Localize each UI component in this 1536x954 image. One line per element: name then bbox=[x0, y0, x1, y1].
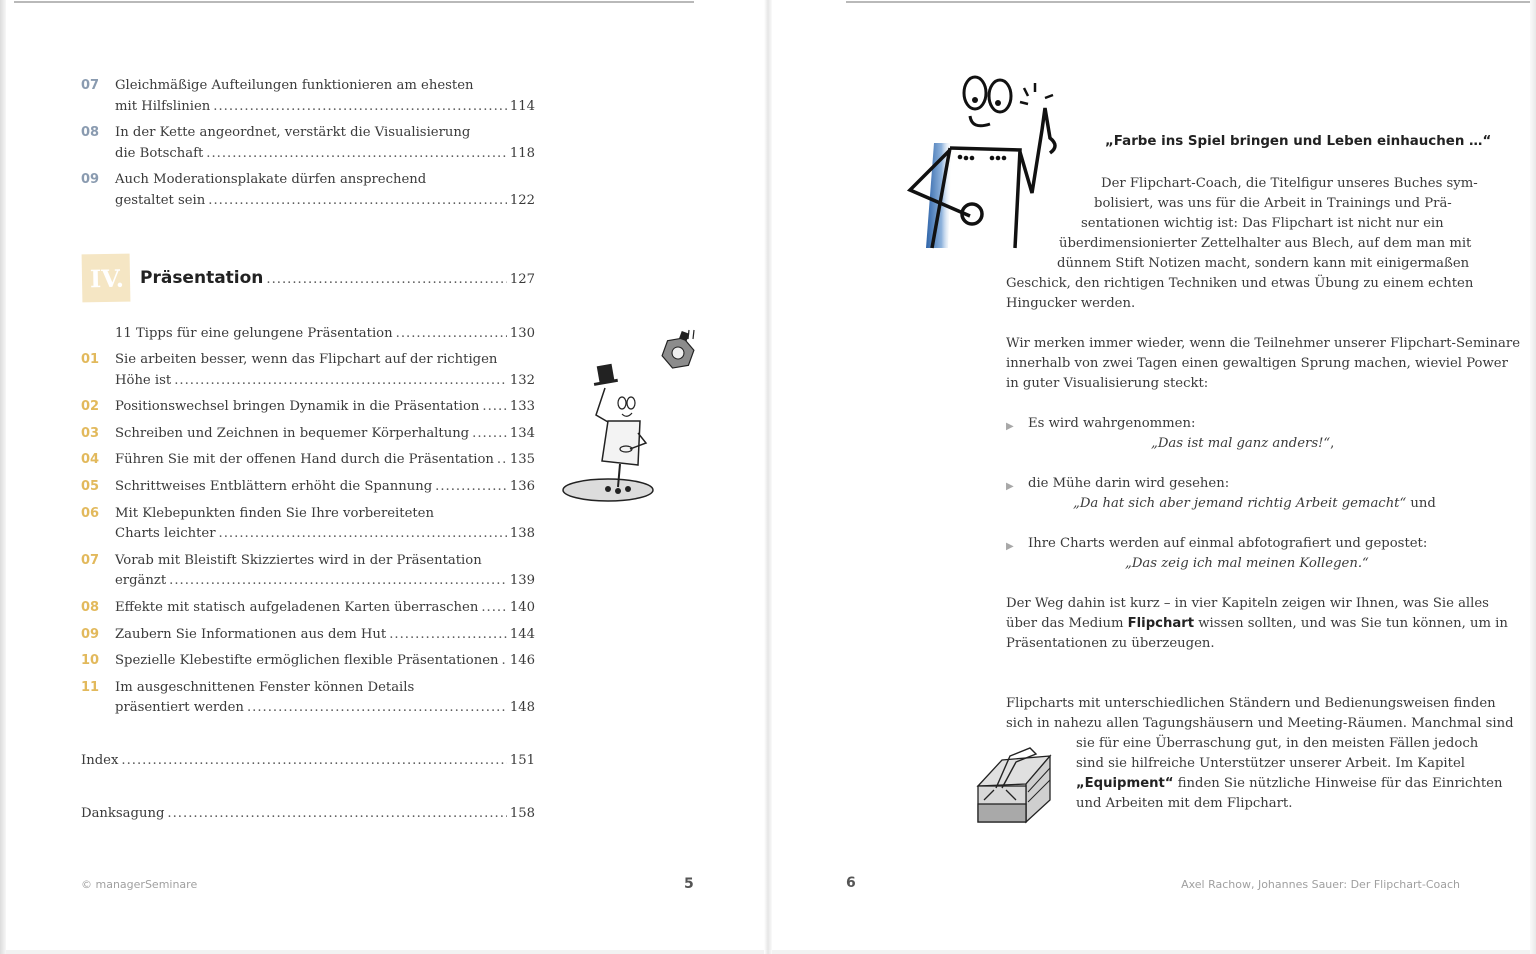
chapter-title: Präsentation bbox=[140, 268, 264, 288]
toc-entry[interactable] bbox=[81, 504, 535, 545]
toc-entry-title: mit Hilfslinien bbox=[115, 98, 211, 114]
intro-line: Hingucker werden. bbox=[1006, 296, 1136, 311]
toc-entry[interactable] bbox=[81, 651, 535, 672]
toc-entry-title: Spezielle Klebestifte ermöglichen flexible Präsentationen bbox=[115, 653, 499, 669]
top-rule-left bbox=[14, 1, 694, 3]
toc-entry[interactable] bbox=[81, 477, 535, 498]
toc-entry-danksagung[interactable]: Danksagung ..... 158 bbox=[81, 806, 535, 821]
toc-entry-page: 140 bbox=[509, 599, 535, 615]
bullet-quote: „Da hat sich aber jemand richtig Arbeit gemacht“ und bbox=[1073, 496, 1436, 511]
toc-entry[interactable] bbox=[81, 424, 535, 445]
para3-line1: Der Weg dahin ist kurz – in vier Kapiteln zeigen wir Ihnen, was Sie alles bbox=[1006, 596, 1489, 611]
toc-entry-number: 11 bbox=[81, 679, 100, 695]
toc-entry-number: 02 bbox=[81, 399, 100, 414]
toc-entry-number: 05 bbox=[81, 479, 100, 495]
para4-line6: und Arbeiten mit dem Flipchart. bbox=[1076, 796, 1293, 811]
toc-entry-title: Im ausgeschnittenen Fenster können Details bbox=[115, 679, 415, 695]
toc-entry-page: 139 bbox=[509, 573, 535, 589]
toc-entry-title: Sie arbeiten besser, wenn das Flipchart auf der richtigen bbox=[115, 352, 498, 367]
toc-entry-number: 06 bbox=[81, 505, 100, 521]
equipment-emphasis: „Equipment“ bbox=[1076, 776, 1174, 791]
toc-entry-title: gestaltet sein bbox=[115, 192, 206, 208]
toc-entry-title: Positionswechsel bringen Dynamik in die Präsentation bbox=[115, 399, 480, 414]
toc-entry-title: Auch Moderationsplakate dürfen ansprechend bbox=[115, 172, 427, 187]
bullet-arrow-icon: ▶ bbox=[1006, 541, 1014, 552]
toc-entry-title: Charts leichter bbox=[115, 526, 216, 542]
para4-line2: sich in nahezu allen Tagungshäusern und Meeting-Räumen. Manchmal sind bbox=[1006, 716, 1514, 731]
toc-entry-title: Führen Sie mit der offenen Hand durch die Präsentation bbox=[115, 452, 494, 468]
toc-entry-title: Schreiben und Zeichnen in bequemer Körperhaltung bbox=[115, 425, 470, 441]
para4-line4: sind sie hilfreiche Unterstützer unserer Arbeit. Im Kapitel bbox=[1076, 756, 1465, 771]
intro-line: Geschick, den richtigen Techniken und etwas Übung zu einem echten bbox=[1006, 276, 1474, 291]
toc-entry-title: In der Kette angeordnet, verstärkt die Visualisierung bbox=[115, 125, 471, 140]
bullet-arrow-icon: ▶ bbox=[1006, 481, 1014, 492]
intro-line: sentationen wichtig ist: Das Flipchart ist nicht nur ein bbox=[1081, 216, 1444, 231]
toc-entry-number: 08 bbox=[81, 125, 100, 140]
toc-entry-page: 118 bbox=[509, 145, 535, 161]
intro-line: dünnem Stift Notizen macht, sondern kann mit einigermaßen bbox=[1057, 256, 1470, 271]
toc-entry[interactable] bbox=[81, 450, 535, 471]
toc-entry[interactable] bbox=[81, 551, 535, 592]
bullet-quote: „Das ist mal ganz anders!“, bbox=[1151, 436, 1335, 451]
bullet-text: die Mühe darin wird gesehen: bbox=[1028, 476, 1230, 491]
toc-entry-page: 136 bbox=[509, 479, 535, 495]
toc-entry[interactable] bbox=[81, 625, 535, 646]
para2-line: in guter Visualisierung steckt: bbox=[1006, 376, 1209, 391]
para4-line5: „Equipment“ finden Sie nützliche Hinweise für das Einrichten bbox=[1076, 776, 1503, 791]
toc-entry-title: Effekte mit statisch aufgeladenen Karten überraschen bbox=[115, 599, 479, 615]
para4-line3: sie für eine Überraschung gut, in den meisten Fällen jedoch bbox=[1076, 736, 1479, 751]
toc-entry-title: ergänzt bbox=[115, 573, 167, 589]
toc-entry-title: präsentiert werden bbox=[115, 700, 244, 716]
section-quote-title: „Farbe ins Spiel bringen und Leben einhauchen …“ bbox=[1105, 134, 1492, 149]
toc-entry[interactable] bbox=[81, 350, 535, 391]
toolbox-illustration bbox=[972, 742, 1057, 826]
chapter-page: 127 bbox=[509, 272, 535, 287]
toc-entry-number: 09 bbox=[81, 172, 100, 187]
toc-entry[interactable] bbox=[81, 123, 535, 164]
toc-entry-page: 134 bbox=[509, 425, 535, 441]
toc-entry-page: 146 bbox=[509, 653, 535, 669]
toc-entry-number: 07 bbox=[81, 78, 100, 93]
para3-line2: über das Medium Flipchart wissen sollten, und was Sie tun können, um in bbox=[1006, 616, 1508, 631]
footer-copyright: © managerSeminare bbox=[81, 878, 198, 891]
toc-entry-page: 138 bbox=[509, 526, 535, 542]
toc-entry-page: 133 bbox=[509, 399, 535, 414]
bullet-arrow-icon: ▶ bbox=[1006, 421, 1014, 432]
bullet-quote: „Das zeig ich mal meinen Kollegen.“ bbox=[1125, 556, 1369, 571]
para2-line: Wir merken immer wieder, wenn die Teilnehmer unserer Flipchart-Seminare bbox=[1006, 336, 1521, 351]
chapter-number-badge: IV. bbox=[82, 254, 131, 303]
toc-entry-number: 03 bbox=[81, 425, 100, 441]
toc-entry[interactable] bbox=[81, 678, 535, 719]
bullet-text: Ihre Charts werden auf einmal abfotografiert und gepostet: bbox=[1028, 536, 1428, 551]
toc-entry-title: Zaubern Sie Informationen aus dem Hut bbox=[115, 626, 387, 642]
toc-entry-number: 04 bbox=[81, 452, 100, 468]
toc-entry[interactable] bbox=[81, 397, 535, 418]
book-right-edge bbox=[1530, 0, 1536, 954]
flipchart-emphasis: Flipchart bbox=[1127, 616, 1195, 631]
toc-entry-title: Schrittweises Entblättern erhöht die Spannung bbox=[115, 479, 433, 495]
intro-line: Der Flipchart-Coach, die Titelfigur unseres Buches sym- bbox=[1101, 176, 1478, 191]
toc-entry-number: 08 bbox=[81, 599, 100, 615]
toc-entry-page: 144 bbox=[509, 626, 535, 642]
toc-entry-number: 09 bbox=[81, 626, 100, 642]
toc-entry-intro[interactable]: 11 Tipps für eine gelungene Präsentation ..... 130 bbox=[81, 324, 535, 345]
top-rule-right bbox=[846, 1, 1530, 3]
para4-line1: Flipcharts mit unterschiedlichen Ständern und Bedienungsweisen finden bbox=[1006, 696, 1496, 711]
page-number-left: 5 bbox=[684, 876, 694, 892]
toc-entry-page: 122 bbox=[509, 192, 535, 208]
toc-entry-page: 132 bbox=[509, 372, 535, 388]
para3-line3: Präsentationen zu überzeugen. bbox=[1006, 636, 1215, 651]
toc-entry[interactable] bbox=[81, 598, 535, 619]
flipchart-coach-illustration bbox=[900, 68, 1075, 253]
toc-entry-page: 148 bbox=[509, 700, 535, 716]
toc-chapter-heading[interactable] bbox=[140, 268, 535, 288]
toc-entry-title: Gleichmäßige Aufteilungen funktionieren am ehesten bbox=[115, 78, 474, 93]
para2-line: innerhalb von zwei Tagen einen gewaltigen Sprung machen, wieviel Power bbox=[1006, 356, 1508, 371]
toc-entry-number: 01 bbox=[81, 352, 100, 367]
toc-entry-page: 114 bbox=[509, 98, 535, 114]
toc-entry-number: 10 bbox=[81, 653, 100, 669]
toc-entry[interactable] bbox=[81, 170, 535, 211]
toc-entry-title: Höhe ist bbox=[115, 372, 172, 388]
toc-entry-page: 135 bbox=[509, 452, 535, 468]
bullet-text: Es wird wahrgenommen: bbox=[1028, 416, 1196, 431]
intro-line: bolisiert, was uns für die Arbeit in Trainings und Prä- bbox=[1094, 196, 1452, 211]
intro-line: überdimensionierter Zettelhalter aus Blech, auf dem man mit bbox=[1059, 236, 1472, 251]
toc-entry-index[interactable]: Index ..... 151 bbox=[81, 753, 535, 768]
toc-entry-number: 07 bbox=[81, 552, 100, 568]
toc-entry-title: die Botschaft bbox=[115, 145, 204, 161]
flipchart-magician-illustration bbox=[560, 325, 705, 505]
toc-entry[interactable] bbox=[81, 76, 535, 117]
toc-entry-title: Vorab mit Bleistift Skizziertes wird in der Präsentation bbox=[115, 552, 482, 568]
toc-entry-title: Mit Klebepunkten finden Sie Ihre vorbereiteten bbox=[115, 505, 434, 521]
footer-author: Axel Rachow, Johannes Sauer: Der Flipchart-Coach bbox=[1181, 878, 1460, 891]
page-number-right: 6 bbox=[846, 875, 856, 891]
